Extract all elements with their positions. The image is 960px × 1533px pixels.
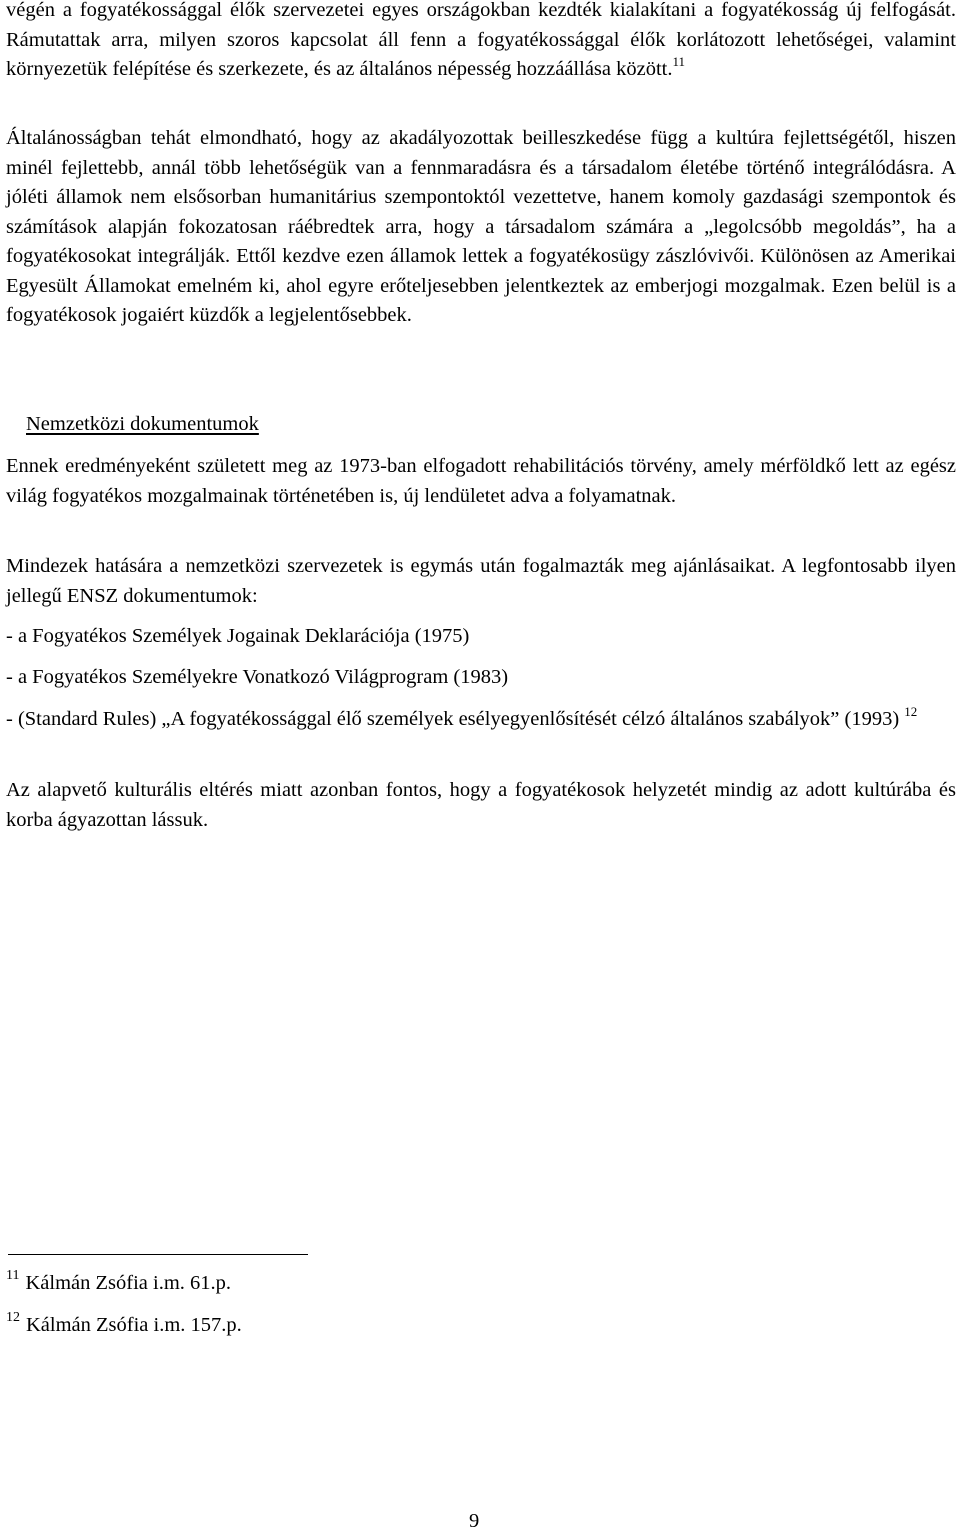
footnote-text: Kálmán Zsófia i.m. 157.p. [26,1314,242,1336]
paragraph-general: Általánosságban tehát elmondható, hogy az akadályozottak beilleszkedése függ a kultúra fejlettségétől, hiszen minél fejlettebb, annál több lehetőségük van a fennmaradásra és a társadalom életébe történő integrálódásra. A jóléti államok nem elsősorban humanitárius szempontoktól vezettetve, hanem komoly gazdasági szempontok és számítások alapján fokozatosan ráébredtek arra, hogy a társadalom számára a „legolcsóbb megoldás”, ha a fogyatékosokat integrálják. Ettől kezdve ezen államok lettek a fogyatékosügy zászlóvivői. Különösen az Amerikai Egyesült Államokat emelném ki, ahol egyre erőteljesebben jelentkeztek az emberjogi mozgalmak. Ezen belül is a fogyatékosok jogaiért küzdők a legjelentősebbek. [6,127,956,326]
paragraph-organizations: Mindezek hatására a nemzetközi szervezetek is egymás után fogalmazták meg ajánlásaikat. A legfontosabb ilyen jellegű ENSZ dokumentumok: [6,555,956,607]
footnote-separator [8,1254,308,1255]
document-page [6,0,956,1533]
paragraph-intro [6,0,956,85]
list-item [6,705,956,735]
footnote-ref-11: 11 [672,54,686,70]
footnote [6,1270,231,1296]
list-item: - a Fogyatékos Személyekre Vonatkozó Világprogram (1983) [6,666,509,688]
list-item-text: - (Standard Rules) „A fogyatékossággal élő személyek esélyegyenlősítését célzó általános szabályok” (1993) [6,708,900,730]
footnote [6,1312,242,1338]
list-item: - a Fogyatékos Személyek Jogainak Deklarációja (1975) [6,625,470,647]
footnote-number: 12 [6,1310,20,1326]
section-heading: Nemzetközi dokumentumok [26,413,259,435]
paragraph-result: Ennek eredményeként született meg az 1973-ban elfogadott rehabilitációs törvény, amely mérföldkő lett az egész világ fogyatékos mozgalmainak történetében is, új lendületet adva a folyamatnak. [6,455,956,507]
footnote-ref-12: 12 [904,704,918,720]
paragraph-intro-text: végén a fogyatékossággal élők szervezetei egyes országokban kezdték kialakítani a fogyatékosság új felfogását. Rámutattak arra, milyen szoros kapcsolat áll fenn a fogyatékossággal élők korlátozott lehetőségei, valamint környezetük felépítése és szerkezete, és az általános népesség hozzáállása között. [6,0,956,80]
paragraph-final: Az alapvető kulturális eltérés miatt azonban fontos, hogy a fogyatékosok helyzetét mindig az adott kultúrába és korba ágyazottan lássuk. [6,779,956,831]
footnote-text: Kálmán Zsófia i.m. 61.p. [25,1272,232,1294]
page-number: 9 [469,1510,480,1532]
footnote-number: 11 [6,1268,20,1284]
